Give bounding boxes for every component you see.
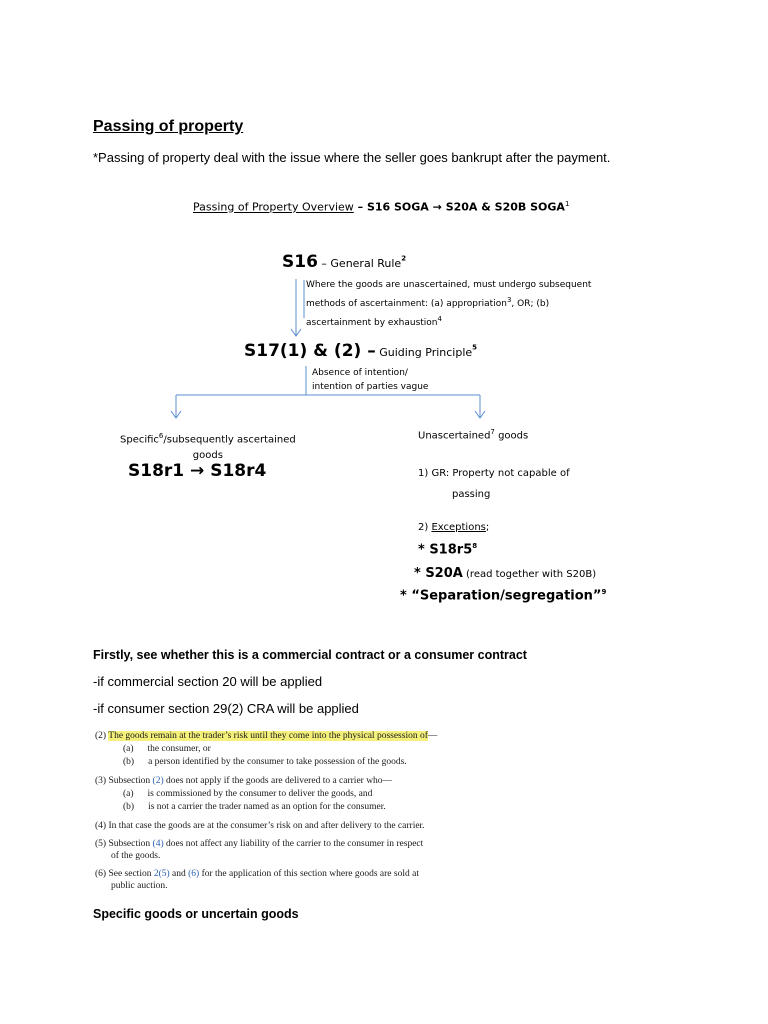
subsection-link[interactable]: (4) [152, 839, 164, 849]
subsection-text: and [169, 869, 189, 879]
subsection-link[interactable]: (2) [152, 776, 164, 786]
unasc-text: goods [494, 430, 529, 442]
general-rule-text: 1) GR: Property not capable of [418, 468, 570, 479]
exception-s20a [414, 566, 596, 581]
footnote-ref: 2 [401, 254, 407, 263]
specific-line [120, 428, 296, 448]
diagram-title-rest: – S16 SOGA → S20A & S20B SOGA [353, 200, 565, 214]
general-rule-passing: passing [452, 489, 491, 500]
subsection-6-cont: public auction. [111, 881, 168, 891]
exceptions-label: Exceptions [431, 522, 486, 533]
para-text: the consumer, or [147, 744, 211, 754]
subsection-text: (3) Subsection [95, 776, 153, 786]
s16-subtitle: – General Rule [317, 257, 402, 270]
specific-text: /subsequently ascertained [163, 434, 296, 446]
footnote-ref: 5 [472, 343, 478, 352]
exception-text: * S20A [414, 566, 463, 581]
para-2b [123, 757, 407, 767]
subsection-2 [95, 731, 437, 741]
subsection-4: (4) In that case the goods are at the consumer’s risk on and after delivery to the carrier. [95, 821, 425, 831]
s17-desc-line: Absence of intention/ [312, 368, 408, 378]
s16-desc-line [306, 293, 606, 312]
exception-text: * S18r5 [418, 542, 473, 558]
section-link[interactable]: 2(5) [153, 869, 170, 879]
para-label: (b) [123, 802, 135, 812]
para-2a [123, 744, 211, 754]
s18-rule-range: S18r1 → S18r4 [128, 461, 267, 481]
s16-desc-text: ascertainment by exhaustion [306, 318, 438, 328]
exceptions-colon: ; [485, 522, 490, 533]
exception-note: (read together with S20B) [462, 569, 597, 580]
para-text: is commissioned by the consumer to deliver the goods, and [147, 789, 373, 799]
commercial-line: -if commercial section 20 will be applied [93, 674, 323, 689]
consumer-line: -if consumer section 29(2) CRA will be applied [93, 701, 359, 716]
firstly-heading: Firstly, see whether this is a commercial contract or a consumer contract [93, 648, 527, 662]
subsection-5 [95, 839, 423, 849]
s17-description [312, 366, 512, 394]
subsection-text: does not apply if the goods are delivered to a carrier who— [163, 776, 393, 786]
subsection-5-cont: of the goods. [111, 851, 161, 861]
specific-text: Specific [120, 434, 159, 446]
subsection-6 [95, 869, 419, 879]
page-heading: Passing of property [93, 118, 244, 135]
section-link[interactable]: (6) [188, 869, 200, 879]
s17-desc-line: intention of parties vague [312, 382, 429, 392]
s17-code: S17(1) & (2) – [244, 341, 376, 361]
para-text: is not a carrier the trader named as an option for the consumer. [148, 802, 386, 812]
s16-code: S16 [282, 252, 318, 272]
s16-desc-line [306, 312, 606, 331]
para-3a [123, 789, 372, 799]
subsection-num: (2) [95, 731, 109, 741]
specific-goods-label [120, 428, 296, 464]
s16-label [282, 252, 406, 272]
specific-line: goods [192, 450, 223, 462]
footnote-ref: 8 [472, 542, 478, 550]
footnote-ref: 6 [158, 432, 164, 440]
diagram-title-main: Passing of Property Overview [193, 200, 354, 214]
exception-s18r5 [418, 542, 477, 557]
subsection-text: does not affect any liability of the carrier to the consumer in respect [163, 839, 424, 849]
dash: — [427, 731, 438, 741]
para-3b [123, 802, 386, 812]
footnote-ref: 4 [437, 315, 442, 323]
unasc-text: Unascertained [418, 430, 491, 442]
subsection-text: for the application of this section where goods are sold at [199, 869, 419, 879]
subsection-3 [95, 776, 392, 786]
para-label: (a) [123, 744, 134, 754]
exception-separation [400, 588, 606, 603]
exceptions-heading [418, 522, 489, 533]
para-text: a person identified by the consumer to take possession of the goods. [148, 757, 407, 767]
para-label: (b) [123, 757, 135, 767]
footnote-ref: 3 [506, 296, 512, 304]
s16-desc-line: Where the goods are unascertained, must undergo subsequent [306, 280, 592, 290]
s17-label [244, 341, 477, 361]
unascertained-goods-label [418, 428, 528, 441]
highlighted-text: The goods remain at the trader’s risk until they come into the physical possession of [108, 731, 428, 741]
para-label: (a) [123, 789, 134, 799]
subsection-text: (6) See section [95, 869, 154, 879]
exceptions-num: 2) [418, 522, 432, 533]
subsection-text: (5) Subsection [95, 839, 153, 849]
s17-subtitle: Guiding Principle [375, 346, 473, 359]
footnote-ref: 9 [601, 588, 607, 596]
s16-desc-text: methods of ascertainment: (a) appropriation [306, 299, 507, 309]
footnote-ref: 1 [564, 200, 570, 208]
exception-text: * “Separation/segregation” [400, 588, 602, 604]
intro-text: *Passing of property deal with the issue where the seller goes bankrupt after the payment. [93, 150, 611, 165]
s16-description [306, 278, 606, 331]
specific-vs-uncertain-heading: Specific goods or uncertain goods [93, 907, 299, 921]
footnote-ref: 7 [490, 428, 495, 436]
s16-desc-text: , OR; (b) [511, 299, 550, 309]
